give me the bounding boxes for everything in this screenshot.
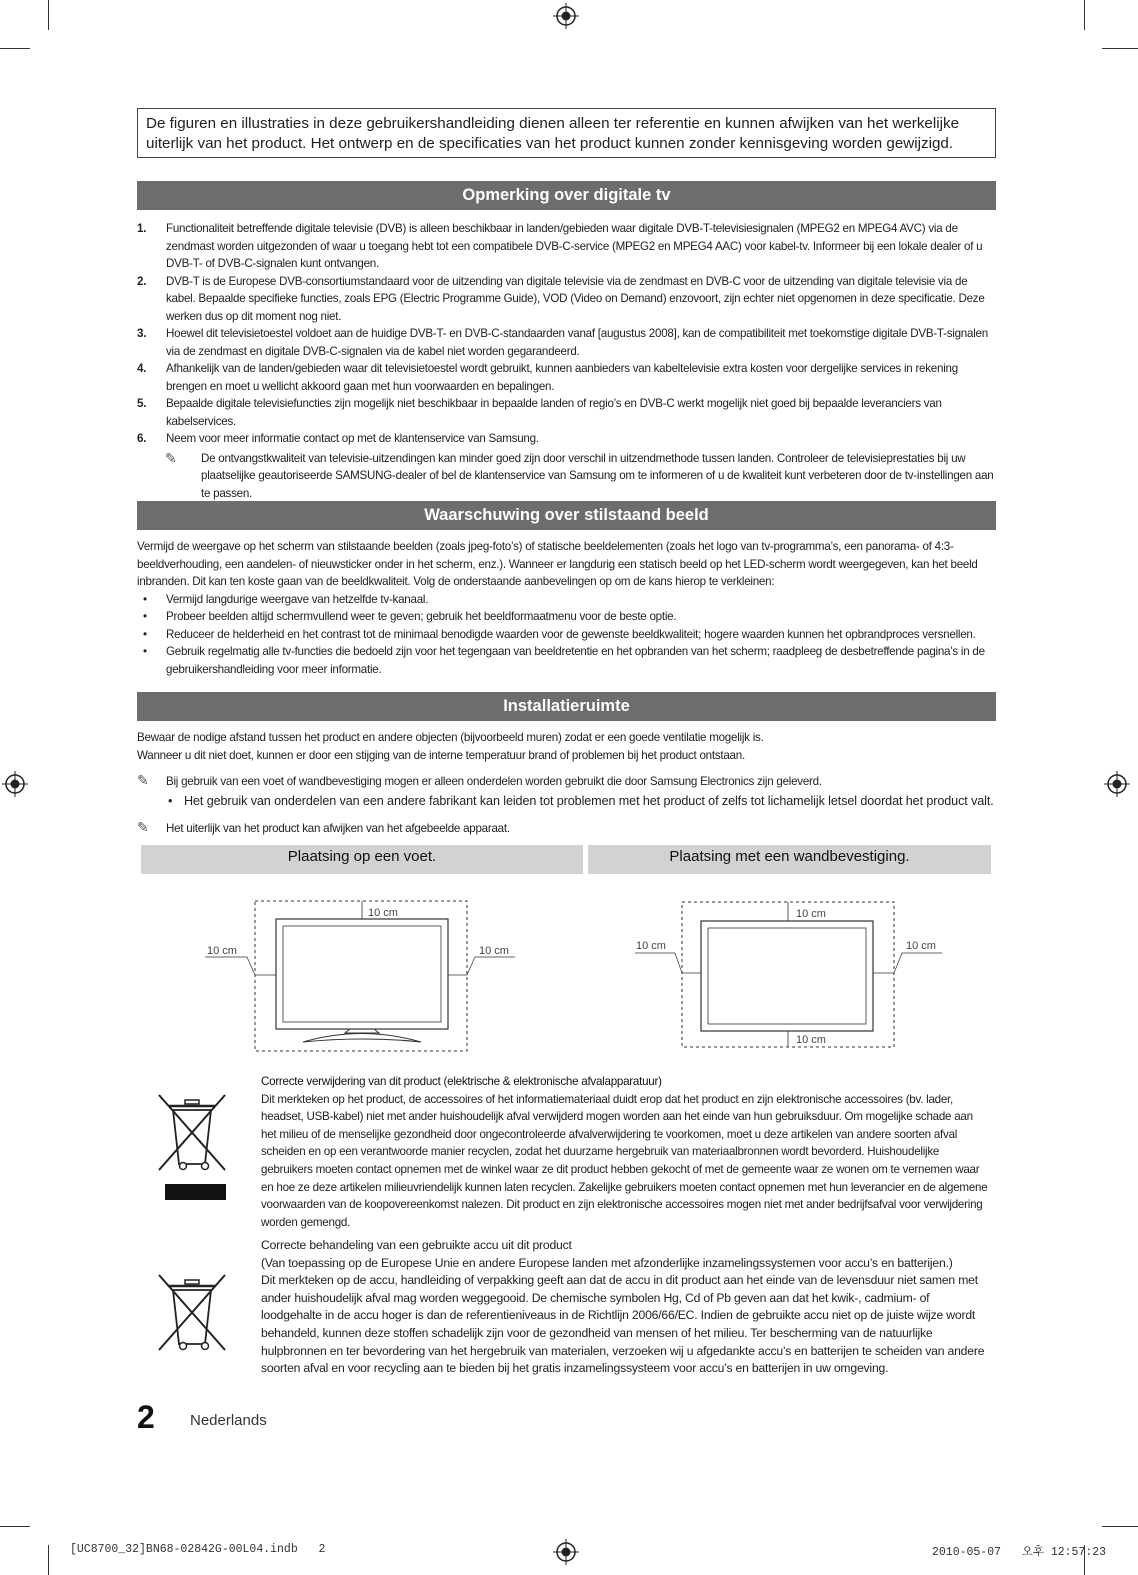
list-item: • Gebruik regelmatig alle tv-functies die bedoeld zijn voor het tegengaan van beeldretentie en het opbranden van het scherm; raadpleeg de desbetreffende pagina’s in de gebruikershandleiding voor meer informatie. (137, 643, 997, 678)
intro-paragraph: Vermijd de weergave op het scherm van stilstaande beelden (zoals jpeg-foto’s) of statische beeldelementen (zoals het logo van tv-programma’s, een panorama- of 4:3-beeldverhouding, een aandelen- of nieuwsticker onder in het scherm, enz.). Wanneer er langdurig een statisch beeld op het LED-scherm wordt weergegeven, kan het beeld inbranden. Dit kan ten koste gaan van de beeldkwaliteit. Volg de onderstaande aanbevelingen op om de kans hierop te verkleinen: (137, 540, 978, 588)
footer-timestamp: 2010-05-07 오후 12:57:23 (932, 1546, 1107, 1559)
footer-file-info: [UC8700_32]BN68-02842G-00L04.indb 2 (70, 1543, 326, 1556)
crossed-bin-icon (155, 1092, 230, 1202)
pencil-note-icon: ✎ (165, 449, 177, 466)
leader-line (894, 953, 942, 973)
leader-line (635, 953, 682, 973)
item-number: 2. (137, 274, 147, 288)
section-title-digital-tv: Opmerking over digitale tv (137, 181, 996, 210)
item-text: Neem voor meer informatie contact op met de klantenservice van Samsung. (166, 432, 539, 445)
registration-mark-icon (553, 1539, 579, 1565)
list-item: • Vermijd langdurige weergave van hetzelfde tv-kanaal. (137, 591, 997, 609)
item-number: 1. (137, 222, 147, 235)
crossed-bin-icon (155, 1272, 230, 1354)
list-item (137, 220, 997, 273)
dim-label-top: 10 cm (796, 908, 826, 920)
item-number: 3. (137, 327, 147, 340)
item-text: Functionaliteit betreffende digitale televisie (DVB) is alleen beschikbaar in landen/gebieden waar digitale DVB-T-televisiesignalen (MPEG2 en MPEG4 AVC) via de zendmast worden uitgezonden of waar u toegang hebt tot een compatibele DVB-C-service (MPEG2 en MPEG4 AAC) voor kabel-tv. Informeer bij een lokale dealer of u DVB-T- of DVB-C-signalen kunt ontvangen. (166, 222, 983, 270)
crop-mark (0, 1526, 30, 1527)
battery-title: Correcte behandeling van een gebruikte accu uit dit product (261, 1238, 572, 1252)
pencil-note-icon: ✎ (137, 819, 149, 835)
note (137, 450, 997, 503)
item-text: DVB-T is de Europese DVB-consortiumstandaard voor de uitzending van digitale televisie via de zendmast en DVB-C voor de uitzending van digitale televisie via de kabel. Bepaalde specifieke functies, zoals EPG (Electric Programme Guide), VOD (Video on Demand) enzovoort, zijn echter niet opgenomen in deze specificatie. Deze werken dus op dit moment nog niet. (166, 274, 985, 323)
tv-base (303, 1034, 421, 1043)
list-item (137, 360, 997, 395)
page-number: 2 (137, 1399, 155, 1435)
digital-tv-list (137, 220, 997, 502)
dim-label-top: 10 cm (368, 907, 398, 919)
note-text: Bij gebruik van een voet of wandbevestiging mogen er alleen onderdelen worden gebruikt die door Samsung Electronics zijn geleverd. (166, 775, 822, 788)
wall-clearance-diagram (630, 893, 948, 1058)
item-number: 5. (137, 397, 147, 410)
item-number: 6. (137, 432, 147, 445)
crop-mark (48, 1545, 49, 1575)
wall-placement-header: Plaatsing met een wandbevestiging. (588, 845, 991, 874)
item-number: 4. (137, 362, 147, 375)
tv-screen (708, 928, 866, 1024)
disclaimer-box: De figuren en illustraties in deze gebruikershandleiding dienen alleen ter referentie en kunnen afwijken van het werkelijke uiterlijk van het product. Het ontwerp en de specificaties van het product kunnen zonder kennisgeving worden gewijzigd. (137, 108, 996, 158)
note-text: Het uiterlijk van het product kan afwijken van het afgebeelde apparaat. (166, 822, 510, 835)
list-item: • Probeer beelden altijd schermvullend weer te geven; gebruik het beeldformaatmenu voor de beste optie. (137, 608, 997, 626)
leader-line (467, 957, 515, 975)
recommendations-list (137, 591, 997, 679)
dim-label-bottom: 10 cm (796, 1034, 826, 1046)
section-title-still-image: Waarschuwing over stilstaand beeld (137, 501, 996, 530)
list-item (137, 430, 997, 448)
stand-placement-header: Plaatsing op een voet. (141, 845, 583, 874)
dim-label-right: 10 cm (906, 940, 936, 952)
weee-title: Correcte verwijdering van dit product (elektrische & elektronische afvalapparatuur) (261, 1075, 662, 1088)
pencil-note-icon: ✎ (137, 772, 149, 788)
stand-clearance-diagram (195, 893, 525, 1058)
installation-line-2: Wanneer u dit niet doet, kunnen er door een stijging van de interne temperatuur brand of problemen bij het product ontstaan. (137, 748, 745, 762)
battery-subtitle: (Van toepassing op de Europese Unie en andere Europese landen met afzonderlijke inzamelingssystemen voor accu’s en batterijen.) (261, 1255, 953, 1270)
list-item (137, 273, 997, 326)
dim-label-left: 10 cm (207, 945, 237, 957)
crop-mark (0, 48, 30, 49)
registration-mark-icon (2, 771, 28, 797)
weee-body: Dit merkteken op het product, de accessoires of het informatiemateriaal duidt erop dat het product en zijn elektronische accessoires (bv. lader, headset, USB-kabel) niet met ander huishoudelijk afval verwijderd mogen worden aan het einde van hun gebruiksduur. Om mogelijke schade aan het milieu of de menselijke gezondheid door ongecontroleerde afvalverwijdering te voorkomen, moet u deze artikelen van andere soorten afval scheiden en op een verantwoorde manier recyclen, zodat het duurzame hergebruik van materiaalbronnen wordt bevorderd. Huishoudelijke gebruikers moeten contact opnemen met de winkel waar ze dit product hebben gekocht of met de gemeente waar ze wonen om te vernemen waar en hoe ze deze artikelen milieuvriendelijk kunnen laten recyclen. Zakelijke gebruikers moeten contact opnemen met hun leverancier en de algemene voorwaarden van de koopovereenkomst nalezen. Dit product en zijn elektronische accessoires mogen niet met ander bedrijfsafval voor verwijdering worden gemengd. (261, 1092, 988, 1229)
weee-bar (165, 1184, 226, 1200)
dim-label-right: 10 cm (479, 945, 509, 957)
list-item (137, 325, 997, 360)
note-bullet (166, 792, 996, 810)
weee-section (261, 1073, 991, 1231)
item-text: Afhankelijk van de landen/gebieden waar dit televisietoestel wordt gebruikt, kunnen aanbieders van kabeltelevisie extra kosten voor dergelijke services in rekening brengen en moet u wellicht akkoord gaan met hun voorwaarden en bepalingen. (166, 362, 958, 393)
crop-mark (1084, 0, 1085, 30)
tv-screen (283, 926, 441, 1022)
item-text: Hoewel dit televisietoestel voldoet aan de huidige DVB-T- en DVB-C-standaarden vanaf [augustus 2008], kan de compatibiliteit met toekomstige digitale DVB-T-signalen via de zendmast en digitale DVB-C-signalen via de kabel niet worden gegarandeerd. (166, 327, 988, 358)
installation-text (137, 729, 997, 764)
list-item: • Reduceer de helderheid en het contrast tot de minimaal benodigde waarden voor de gewenste beeldkwaliteit; hogere waarden kunnen het opbrandproces versnellen. (137, 626, 997, 644)
note-bullet-text: Het gebruik van onderdelen van een andere fabrikant kan leiden tot problemen met het product of zelfs tot lichamelijk letsel doordat het product valt. (184, 794, 994, 808)
leader-line (205, 957, 255, 975)
installation-line-1: Bewaar de nodige afstand tussen het product en andere objecten (bijvoorbeeld muren) zodat er een goede ventilatie mogelijk is. (137, 731, 764, 744)
registration-mark-icon (1104, 771, 1130, 797)
registration-mark-icon (553, 3, 579, 29)
still-image-section (137, 538, 997, 678)
bullet-mark: • (168, 794, 173, 808)
crop-mark (1102, 48, 1138, 49)
page-language: Nederlands (190, 1412, 267, 1429)
crop-mark (48, 0, 49, 30)
item-text: Bepaalde digitale televisiefuncties zijn mogelijk niet beschikbaar in bepaalde landen of regio’s en DVB-C werkt mogelijk niet goed bij bepaalde leveranciers van kabelservices. (166, 397, 942, 428)
dim-label-left: 10 cm (636, 940, 666, 952)
section-title-installation: Installatieruimte (137, 692, 996, 721)
battery-body: Dit merkteken op de accu, handleiding of verpakking geeft aan dat de accu in dit product aan het einde van de levensduur niet samen met ander huishoudelijk afval mag worden weggegooid. De chemische symbolen Hg, Cd of Pb geven aan dat het kwik-, cadmium- of loodgehalte in de accu hoger is dan de referentieniveaus in de Richtlijn 2006/66/EC. Indien de gebruikte accu niet op de juiste wijze wordt behandeld, kunnen deze stoffen schadelijk zijn voor de gezondheid van mensen of het milieu. Ter bescherming van de natuurlijke hulpbronnen en ter bevordering van het hergebruik van materialen, verzoeken wij u afgedankte accu’s en batterijen te scheiden van andere soorten afval en voor recycling aan te bieden bij het gratis inzamelingssysteem voor accu’s en batterijen in uw omgeving. (261, 1273, 985, 1376)
crop-mark (1102, 1526, 1138, 1527)
battery-section (261, 1237, 991, 1378)
note-text: De ontvangstkwaliteit van televisie-uitzendingen kan minder goed zijn door verschil in uitzendmethode tussen landen. Controleer de televisieprestaties bij uw plaatselijke geautoriseerde SAMSUNG-dealer of bel de klantenservice van Samsung om te informeren of u de kwaliteit kunt verbeteren door de tv-instellingen aan te passen. (201, 451, 994, 500)
list-item (137, 395, 997, 430)
